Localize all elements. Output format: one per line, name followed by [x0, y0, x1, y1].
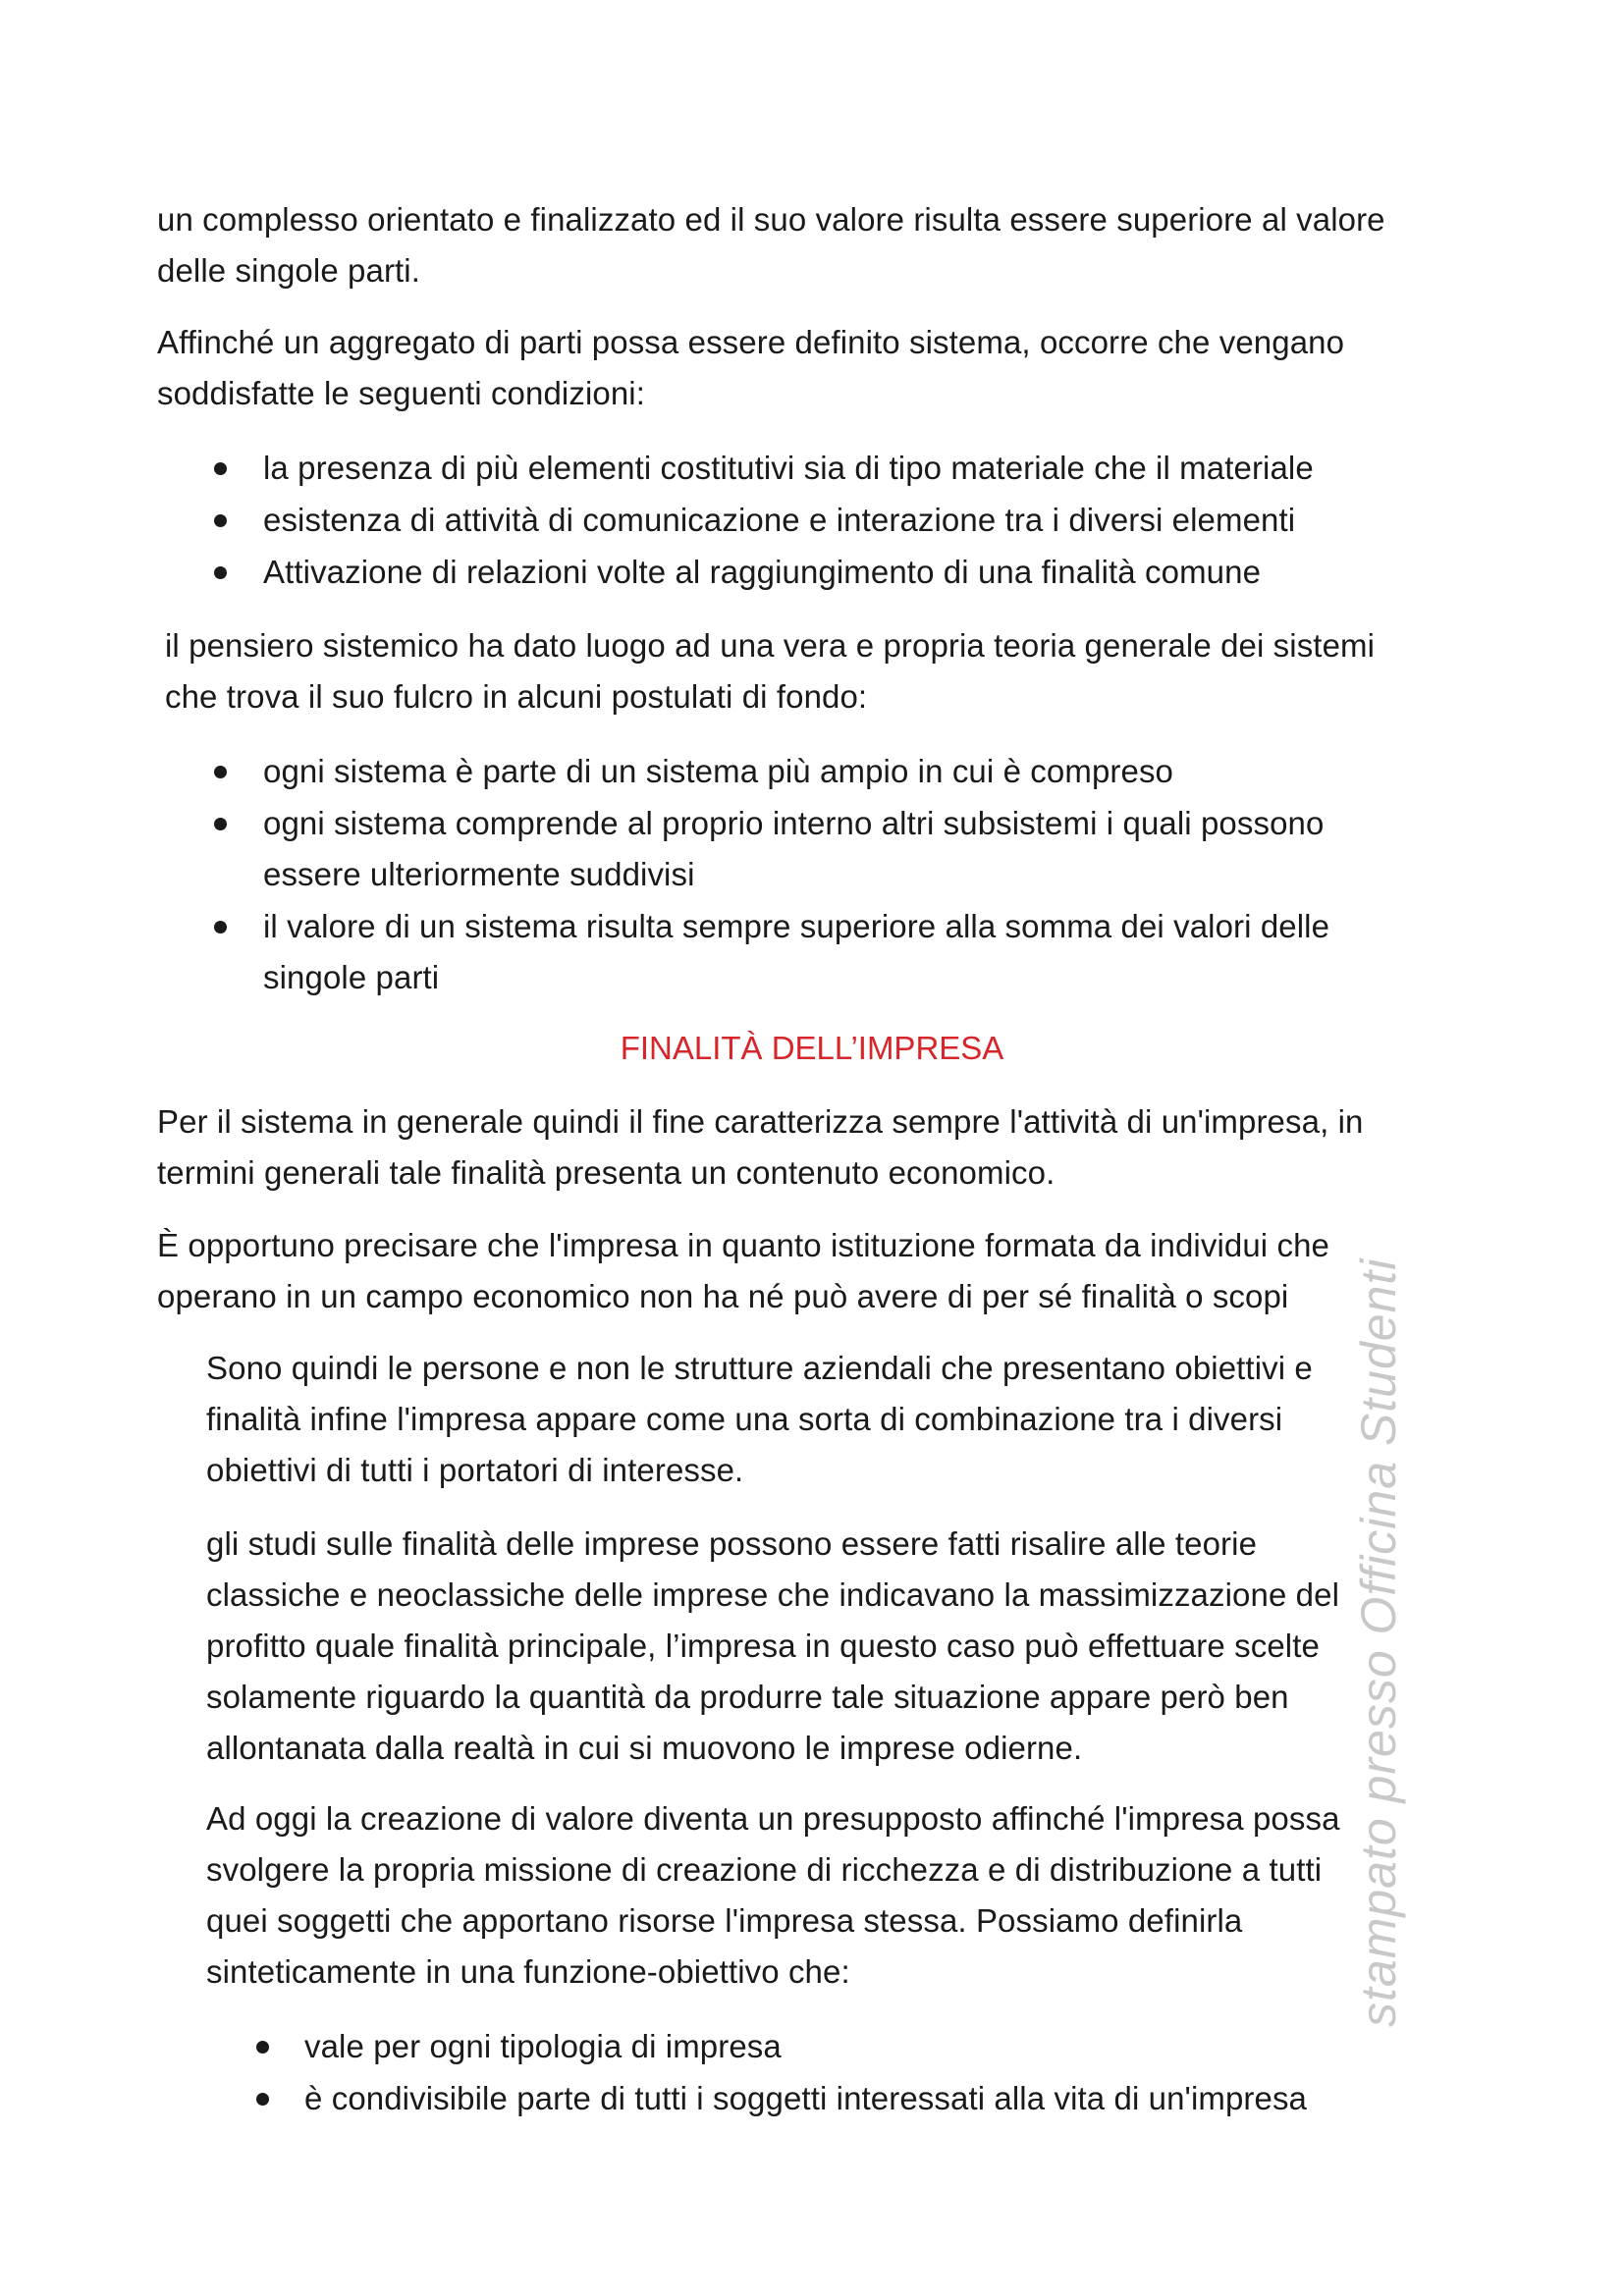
bullet-icon — [256, 2041, 269, 2054]
text-line: finalità infine l'impresa appare come una sorta di combinazione tra i diversi — [206, 1401, 1283, 1437]
bullet-icon — [214, 818, 227, 830]
text-line: svolgere la propria missione di creazione di ricchezza e di distribuzione a tutti — [206, 1851, 1323, 1888]
text-line: delle singole parti. — [157, 252, 420, 289]
text-line: che trova il suo fulcro in alcuni postulati di fondo: — [165, 678, 868, 715]
list-item-text: singole parti — [263, 959, 440, 995]
text-line: operano in un campo economico non ha né può avere di per sé finalità o scopi — [157, 1278, 1289, 1314]
bullet-icon — [214, 514, 227, 527]
text-line: il pensiero sistemico ha dato luogo ad una vera e propria teoria generale dei sistemi — [165, 627, 1376, 664]
text-line: classiche e neoclassiche delle imprese che indicavano la massimizzazione del — [206, 1576, 1340, 1613]
text-line: profitto quale finalità principale, l’impresa in questo caso può effettuare scelte — [206, 1628, 1320, 1664]
text-line: Affinché un aggregato di parti possa essere definito sistema, occorre che vengano — [157, 324, 1345, 360]
watermark: stampato presso Officina Studenti — [1351, 1257, 1406, 2027]
bullet-icon — [214, 766, 227, 778]
list-item-text: vale per ogni tipologia di impresa — [304, 2028, 782, 2064]
bullet-icon — [214, 921, 227, 934]
text-line: Per il sistema in generale quindi il fine caratterizza sempre l'attività di un'impresa, in — [157, 1103, 1364, 1140]
text-line: gli studi sulle finalità delle imprese possono essere fatti risalire alle teorie — [206, 1525, 1258, 1562]
text-line: soddisfatte le seguenti condizioni: — [157, 375, 645, 411]
text-line: obiettivi di tutti i portatori di interesse. — [206, 1452, 744, 1488]
bullet-icon — [214, 566, 227, 579]
list-item-text: essere ulteriormente suddivisi — [263, 856, 695, 892]
list-item-text: è condivisibile parte di tutti i soggetti interessati alla vita di un'impresa — [304, 2080, 1308, 2116]
section-heading: FINALITÀ DELL’IMPRESA — [620, 1030, 1004, 1066]
bullet-icon — [256, 2093, 269, 2106]
text-line: Sono quindi le persone e non le strutture aziendali che presentano obiettivi e — [206, 1350, 1313, 1386]
text-line: quei soggetti che apportano risorse l'impresa stessa. Possiamo definirla — [206, 1902, 1243, 1939]
list-item-text: ogni sistema è parte di un sistema più ampio in cui è compreso — [263, 753, 1173, 789]
text-line: solamente riguardo la quantità da produrre tale situazione appare però ben — [206, 1679, 1289, 1715]
text-line: allontanata dalla realtà in cui si muovono le imprese odierne. — [206, 1730, 1083, 1766]
list-item-text: la presenza di più elementi costitutivi sia di tipo materiale che il materiale — [263, 450, 1314, 486]
bullet-icon — [214, 462, 227, 475]
list-item-text: ogni sistema comprende al proprio interno altri subsistemi i quali possono — [263, 805, 1325, 841]
list-item-text: Attivazione di relazioni volte al raggiungimento di una finalità comune — [263, 554, 1262, 590]
list-item-text: il valore di un sistema risulta sempre superiore alla somma dei valori delle — [263, 908, 1330, 944]
text-line: Ad oggi la creazione di valore diventa un presupposto affinché l'impresa possa — [206, 1800, 1340, 1837]
text-line: termini generali tale finalità presenta un contenuto economico. — [157, 1154, 1056, 1191]
list-item-text: esistenza di attività di comunicazione e interazione tra i diversi elementi — [263, 502, 1296, 538]
text-line: un complesso orientato e finalizzato ed il suo valore risulta essere superiore al valore — [157, 201, 1385, 238]
text-line: È opportuno precisare che l'impresa in quanto istituzione formata da individui che — [157, 1227, 1330, 1263]
text-line: sinteticamente in una funzione-obiettivo che: — [206, 1953, 850, 1990]
